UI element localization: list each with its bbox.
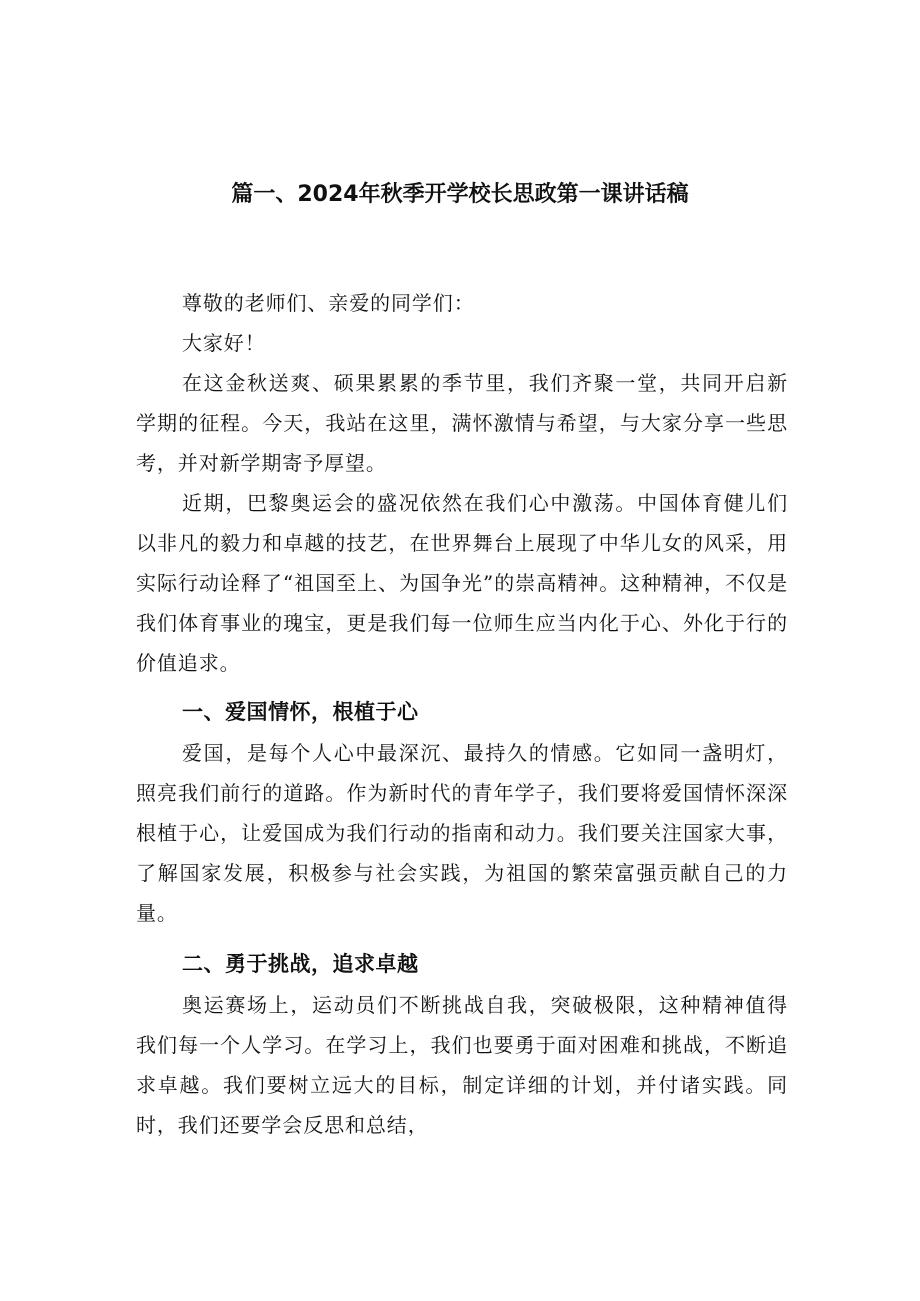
section-heading-challenge: 二、勇于挑战，追求卓越 [182,952,419,976]
document-body [136,283,788,1145]
section-heading-patriotism: 一、爱国情怀，根植于心 [182,700,419,724]
paragraph-intro: 在这金秋送爽、硕果累累的季节里，我们齐聚一堂，共同开启新学期的征程。今天，我站在这里，满怀激情与希望，与大家分享一些思考，并对新学期寄予厚望。 [136,371,788,475]
document-title: 篇一、2024年秋季开学校长思政第一课讲话稿 [231,182,689,207]
greeting: 尊敬的老师们、亲爱的同学们： [182,291,475,315]
section-text-patriotism: 爱国，是每个人心中最深沉、最持久的情感。它如同一盏明灯，照亮我们前行的道路。作为新时代的青年学子，我们要将爱国情怀深深根植于心，让爱国成为我们行动的指南和动力。我们要关注国家大事，了解国家发展，积极参与社会实践，为祖国的繁荣富强贡献自己的力量。 [136,741,788,925]
hello-line: 大家好！ [182,331,266,355]
section-text-challenge: 奥运赛场上，运动员们不断挑战自我，突破极限，这种精神值得我们每一个人学习。在学习上，我们也要勇于面对困难和挑战，不断追求卓越。我们要树立远大的目标，制定详细的计划，并付诸实践。同时，我们还要学会反思和总结， [136,993,788,1137]
paragraph-olympics: 近期，巴黎奥运会的盛况依然在我们心中激荡。中国体育健儿们以非凡的毅力和卓越的技艺，在世界舞台上展现了中华儿女的风采，用实际行动诠释了“祖国至上、为国争光”的崇高精神。这种精神，不仅是我们体育事业的瑰宝，更是我们每一位师生应当内化于心、外化于行的价值追求。 [136,491,788,675]
